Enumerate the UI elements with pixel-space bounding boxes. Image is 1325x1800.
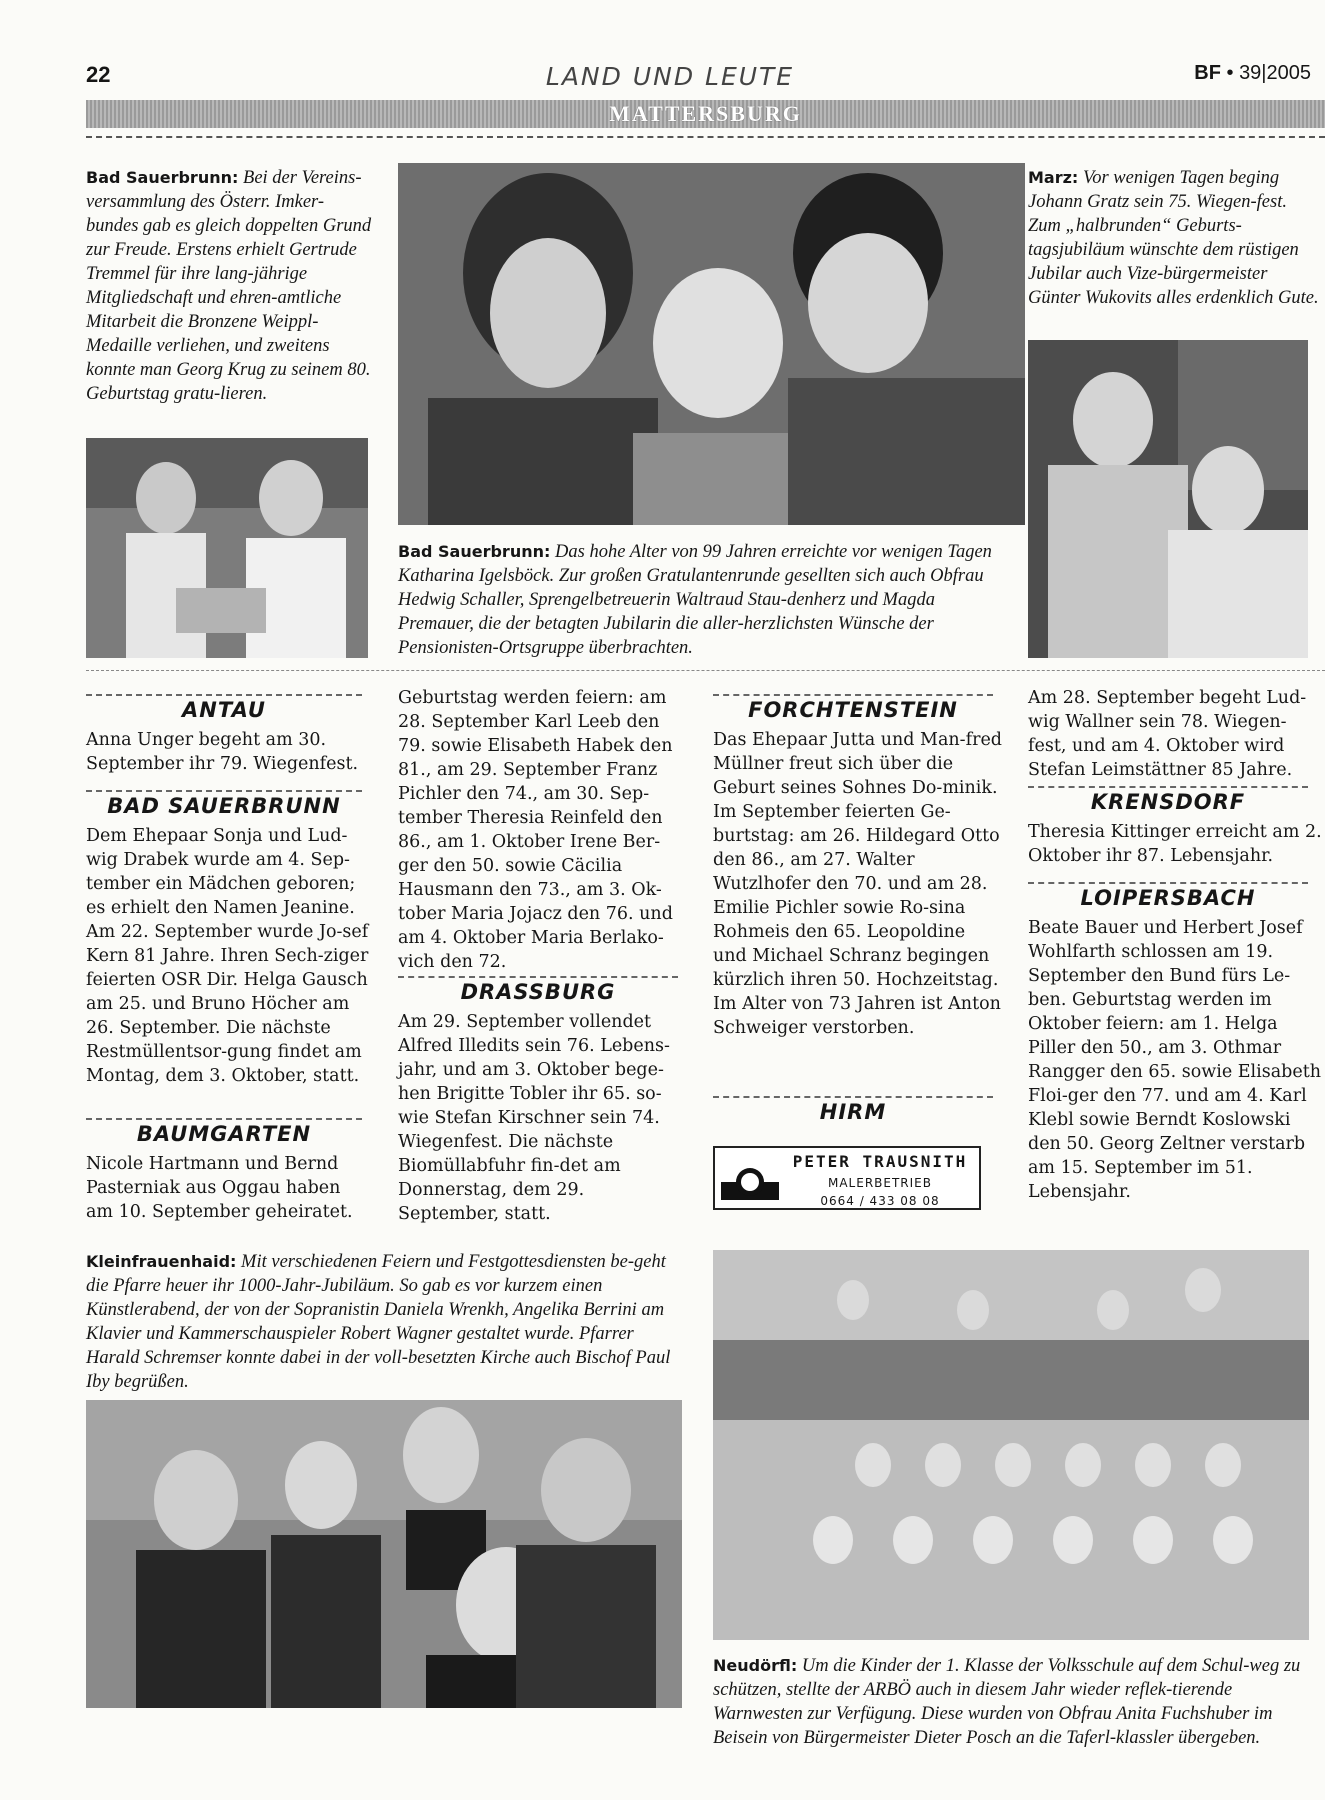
caption-text: Mit verschiedenen Feiern und Festgottesdiensten be-geht die Pfarre heuer ihr 1000-Jahr-Jubiläum. So gab es vor kurzem einen Künstlerabend, der von der Sopranistin Daniela Wrenkh, Angelika Berrini am Klavier und Kammerschauspieler Robert Wagner gestaltet wurde. Pfarrer Harald Schremser konnte dabei in der voll-besetzten Kirche auch Bischof Paul Iby begrüßen.	[86, 1252, 671, 1392]
photo-verein	[86, 438, 368, 658]
heading-loipersbach: LOIPERSBACH	[1028, 882, 1308, 914]
photo-neudoerfl	[713, 1250, 1309, 1640]
caption-text: Das hohe Alter von 99 Jahren erreichte vor wenigen Tagen Katharina Igelsböck. Zur großen Gratulantenrunde gesellten sich auch Obfrau Hedwig Schaller, Sprengelbetreuerin Waltraud Stau-denherz und Magda Premauer, die der betagten Jubilarin die aller-herzlichsten Wünsche der Pensionisten-Ortsgruppe überbrachten.	[398, 542, 992, 658]
heading-hirm: HIRM	[713, 1096, 993, 1128]
photo-marz	[1028, 340, 1308, 658]
heading-forchtenstein: FORCHTENSTEIN	[713, 694, 993, 726]
heading-krensdorf: KRENSDORF	[1028, 786, 1308, 818]
issue-brand: BF	[1194, 62, 1221, 84]
heading-baumgarten: BAUMGARTEN	[86, 1118, 362, 1150]
ad-logo-icon	[721, 1158, 779, 1200]
header-rule	[86, 136, 1325, 138]
caption-text: Vor wenigen Tagen beging Johann Gratz sein 75. Wiegen-fest. Zum „halbrunden“ Geburts-tagsjubiläum wünschte dem rüstigen Jubilar auch Vize-bürgermeister Günter Wukovits alles erdenklich Gute.	[1028, 168, 1319, 308]
section-rule	[86, 670, 1325, 671]
text-forchtenstein: Das Ehepaar Jutta und Man-fred Müllner freut sich über die Geburt seines Sohnes Do-minik. Im September feierten Ge-burtstag: am 26. Hildegard Otto den 86., am 27. Walter Wutzlhofer den 70. und am 28. Emilie Pichler sowie Ro-sina Rohmeis den 65. Leopoldine und Michael Schranz begingen kürzlich ihren 50. Hochzeitstag. Im Alter von 73 Jahren ist Anton Schweiger verstorben.	[713, 730, 1002, 1038]
ad-name: PETER TRAUSNITH	[792, 1152, 968, 1171]
text-bad-sauerbrunn: Dem Ehepaar Sonja und Lud-wig Drabek wurde am 4. Sep-tember ein Mädchen geboren; es erhielt den Namen Jeanine. Am 22. September wurde Jo-sef Kern 81 Jahre. Ihren Sech-ziger feierten OSR Dir. Helga Gausch am 25. und Bruno Höcher am 26. September. Die nächste Restmüllentsor-gung findet am Montag, dem 3. Oktober, statt.	[86, 826, 369, 1086]
text-column4-birthdays: Am 28. September begeht Lud-wig Wallner sein 78. Wiegen-fest, und am 4. Oktober wird Stefan Leimstättner 85 Jahre.	[1028, 688, 1307, 780]
heading-drassburg: DRASSBURG	[398, 976, 678, 1008]
photo-kleinfrauenhaid	[86, 1400, 682, 1708]
ad-business-type: MALERBETRIEB	[827, 1176, 932, 1190]
photo-99-jahre	[398, 163, 1025, 525]
region-title: MATTERSBURG	[609, 101, 802, 126]
heading-antau: ANTAU	[86, 694, 362, 726]
ad-peter-trausnith	[713, 1146, 981, 1210]
text-loipersbach: Beate Bauer und Herbert Josef Wohlfarth schlossen am 19. September den Bund fürs Le-ben. Geburtstag werden im Oktober feiern: am 1. Helga Piller den 50., am 3. Othmar Rangger den 65. sowie Elisabeth Floi-ger den 77. und am 4. Karl Klebl sowie Berndt Koslowski den 50. Georg Zeltner verstarb am 15. September im 51. Lebensjahr.	[1028, 918, 1322, 1202]
text-baumgarten: Nicole Hartmann und Bernd Pasterniak aus Oggau haben am 10. September geheiratet.	[86, 1154, 353, 1222]
text-drassburg: Am 29. September vollendet Alfred Illedits sein 76. Lebens-jahr, und am 3. Oktober bege-hen Brigitte Tobler ihr 65. so-wie Stefan Kirschner sein 74. Wiegenfest. Die nächste Biomüllabfuhr fin-det am Donnerstag, dem 29. September, statt.	[398, 1012, 670, 1224]
issue-number: 39|2005	[1239, 62, 1311, 84]
caption-bad-sauerbrunn-99	[398, 540, 998, 660]
caption-bad-sauerbrunn-verein	[86, 166, 376, 406]
caption-marz	[1028, 166, 1323, 310]
caption-place: Marz:	[1028, 168, 1079, 187]
text-krensdorf: Theresia Kittinger erreicht am 2. Oktober ihr 87. Lebensjahr.	[1028, 822, 1322, 866]
issue-separator: •	[1226, 62, 1234, 84]
caption-kleinfrauenhaid	[86, 1250, 686, 1394]
caption-text: Um die Kinder der 1. Klasse der Volksschule auf dem Schul-weg zu schützen, stellte der ARBÖ auch in diesem Jahr wieder reflek-tierende Warnwesten zur Verfügung. Diese wurden von Obfrau Anita Fuchshuber im Beisein von Bürgermeister Dieter Posch an die Taferl-klassler übergeben.	[713, 1656, 1301, 1748]
page-number: 22	[86, 62, 111, 87]
caption-place: Neudörfl:	[713, 1656, 798, 1675]
text-column2-birthdays: Geburtstag werden feiern: am 28. September Karl Leeb den 79. sowie Elisabeth Habek den 81., am 29. September Franz Pichler den 74., am 30. Sep-tember Theresia Reinfeld den 86., am 1. Oktober Irene Ber-ger den 50. sowie Cäcilia Hausmann den 73., am 3. Ok-tober Maria Jojacz den 76. und am 4. Oktober Maria Berlako-vich den 72.	[398, 688, 673, 972]
heading-bad-sauerbrunn: BAD SAUERBRUNN	[86, 790, 362, 822]
ad-phone: 0664 / 433 08 08	[820, 1194, 940, 1208]
caption-place: Bad Sauerbrunn:	[86, 168, 239, 187]
text-antau: Anna Unger begeht am 30. September ihr 79. Wiegenfest.	[86, 730, 359, 774]
caption-place: Kleinfrauenhaid:	[86, 1252, 237, 1271]
issue-info	[1194, 62, 1311, 85]
caption-neudoerfl	[713, 1654, 1313, 1750]
section-title: LAND UND LEUTE	[545, 62, 795, 91]
caption-text: Bei der Vereins-versammlung des Österr. Imker-bundes gab es gleich doppelten Grund zur Freude. Erstens erhielt Gertrude Tremmel für ihre lang-jährige Mitgliedschaft und ehren-amtliche Mitarbeit die Bronzene Weippl-Medaille verliehen, und zweitens konnte man Georg Krug zu seinem 80. Geburtstag gratu-lieren.	[86, 168, 372, 404]
caption-place: Bad Sauerbrunn:	[398, 542, 551, 561]
